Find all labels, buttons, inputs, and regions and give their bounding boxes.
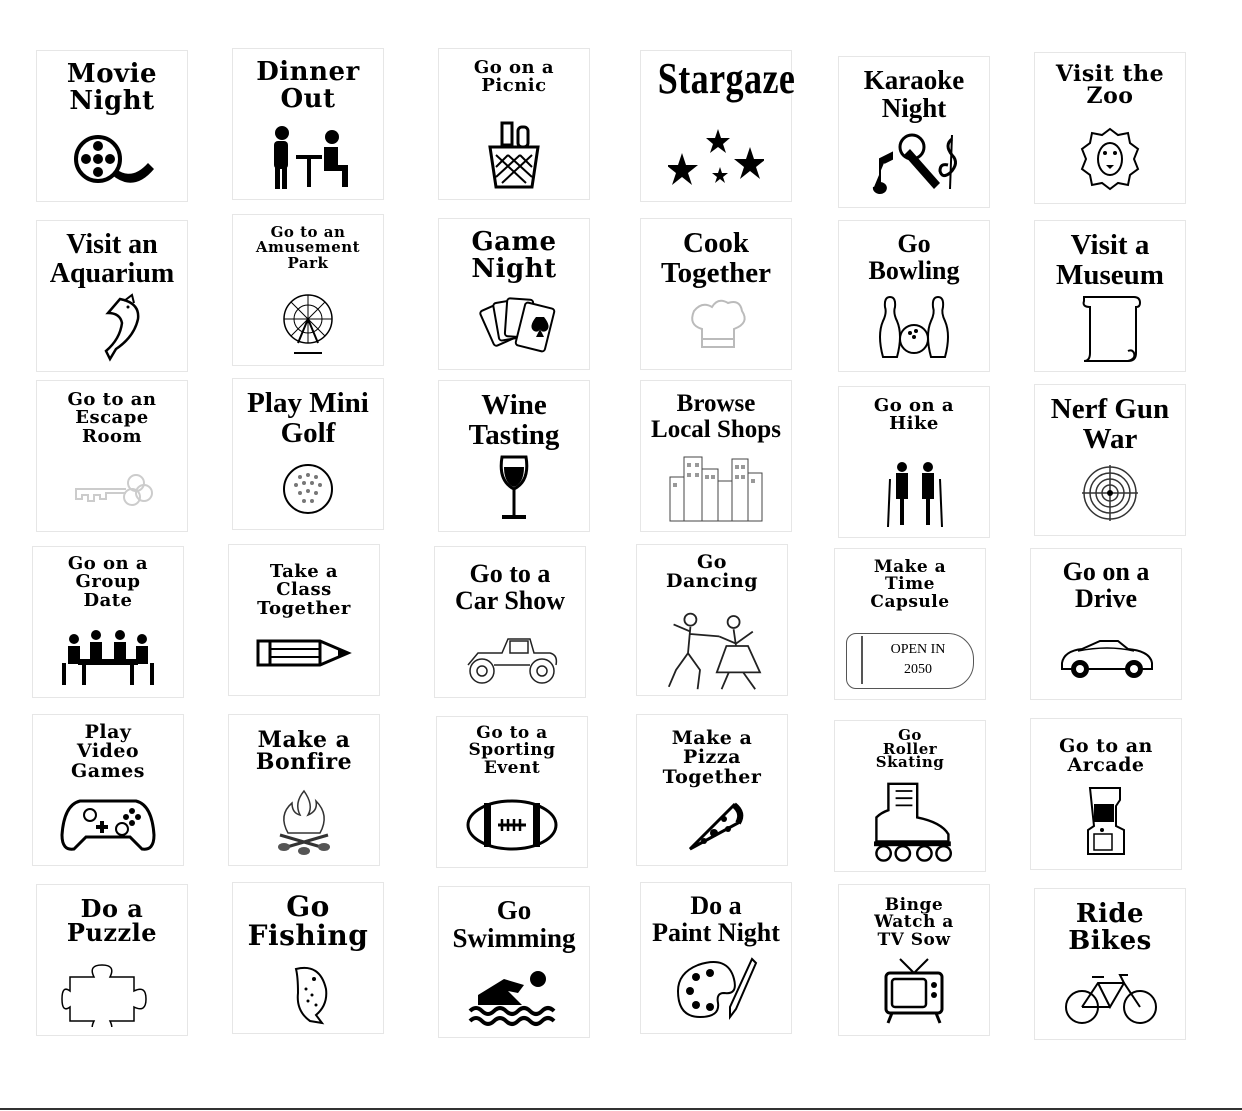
card-fishing: Go Fishing (232, 882, 384, 1034)
bowling-pins-icon (839, 293, 989, 363)
puzzle-piece-icon (37, 957, 187, 1027)
card-arcade: Go to an Arcade (1030, 718, 1182, 870)
card-movie-night (36, 50, 188, 202)
card-mini-golf: Play Mini Golf (232, 378, 384, 530)
card-wine-tasting: Wine Tasting (438, 380, 590, 532)
bottom-divider (0, 1108, 1242, 1110)
swimmer-icon (439, 959, 589, 1029)
card-drive: Go on a Drive (1030, 548, 1182, 700)
card-title: Movie Night (66, 59, 158, 116)
card-time-capsule: Make a Time Capsule OPEN IN 2050 (834, 548, 986, 700)
dolphin-icon (37, 293, 187, 363)
card-amusement-park: Go to an Amusement Park (232, 214, 384, 366)
card-take-class: Take a Class Together (228, 544, 380, 696)
card-escape-room: Go to an Escape Room (36, 380, 188, 532)
card-karaoke: Karaoke Night (838, 56, 990, 208)
arcade-cabinet-icon (1031, 781, 1181, 861)
pizza-slice-icon (637, 787, 787, 857)
microphone-icon (839, 129, 989, 199)
card-stargaze: Stargaze (640, 50, 792, 202)
football-icon (437, 789, 587, 859)
card-local-shops: Browse Local Shops (640, 380, 792, 532)
palette-icon (641, 955, 791, 1025)
dining-couple-icon (233, 121, 383, 191)
card-aquarium: Visit an Aquarium (36, 220, 188, 372)
card-swimming: Go Swimming (438, 886, 590, 1038)
card-ride-bikes: Ride Bikes (1034, 888, 1186, 1040)
card-bonfire: Make a Bonfire (228, 714, 380, 866)
hikers-icon (839, 459, 989, 529)
card-bowling: Go Bowling (838, 220, 990, 372)
card-puzzle: Do a Puzzle (36, 884, 188, 1036)
capsule-label: OPEN IN 2050 (890, 642, 946, 677)
card-dancing: Go Dancing (636, 544, 788, 696)
picnic-basket-icon (439, 121, 589, 191)
card-binge-watch: Binge Watch a TV Sow (838, 884, 990, 1036)
card-hike: Go on a Hike (838, 386, 990, 538)
hot-rod-icon (435, 619, 585, 689)
capsule-icon (835, 631, 985, 691)
card-picnic: Go on a Picnic (438, 48, 590, 200)
buildings-icon (641, 453, 791, 523)
card-video-games: Play Video Games (32, 714, 184, 866)
ferris-wheel-icon (233, 287, 383, 357)
card-cook-together: Cook Together (640, 218, 792, 370)
pencil-icon (229, 617, 379, 687)
tv-icon (839, 957, 989, 1027)
card-nerf-gun: Nerf Gun War (1034, 384, 1186, 536)
film-reel-icon (37, 123, 187, 193)
lion-icon (1035, 125, 1185, 195)
game-controller-icon (33, 787, 183, 857)
card-roller-skating: Go Roller Skating (834, 720, 986, 872)
key-icon (37, 453, 187, 523)
convertible-icon (1031, 621, 1181, 691)
roller-skate-icon (835, 779, 985, 863)
scroll-icon (1035, 293, 1185, 363)
card-museum: Visit a Museum (1034, 220, 1186, 372)
fish-icon (233, 955, 383, 1025)
card-zoo: Visit the Zoo (1034, 52, 1186, 204)
card-sporting-event: Go to a Sporting Event (436, 716, 588, 868)
wine-glass-icon (439, 453, 589, 523)
card-group-date: Go on a Group Date (32, 546, 184, 698)
card-game-night: Game Night (438, 218, 590, 370)
golf-ball-icon (233, 451, 383, 521)
bonfire-icon (229, 787, 379, 857)
card-dinner-out: Dinner Out (232, 48, 384, 200)
group-table-icon (33, 619, 183, 689)
card-paint-night: Do a Paint Night (640, 882, 792, 1034)
card-pizza: Make a Pizza Together (636, 714, 788, 866)
stars-icon (641, 123, 791, 193)
dancers-icon (637, 617, 787, 687)
bicycle-icon (1035, 961, 1185, 1031)
card-car-show: Go to a Car Show (434, 546, 586, 698)
chef-hat-icon (641, 291, 791, 361)
target-icon (1035, 457, 1185, 527)
playing-cards-icon (439, 291, 589, 361)
